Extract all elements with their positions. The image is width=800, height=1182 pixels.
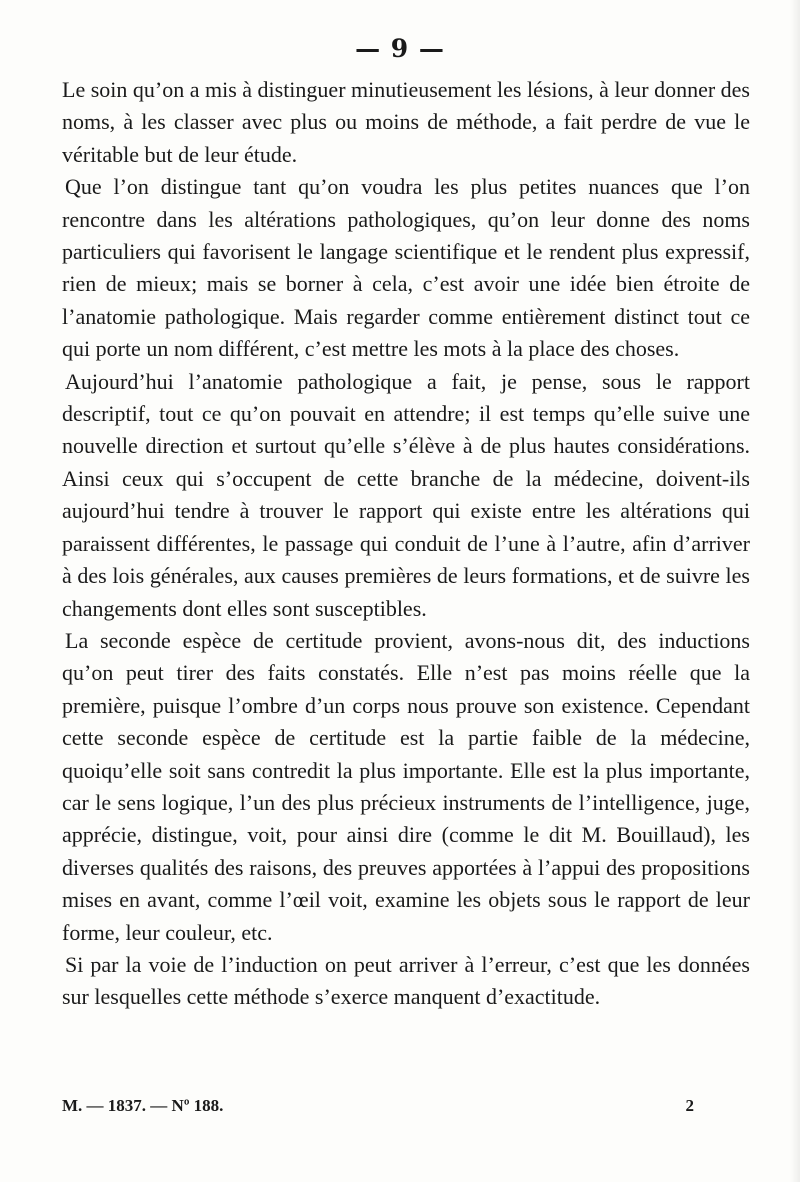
printer-signature: M. — 1837. — Nº 188.: [62, 1096, 224, 1115]
paragraph-5: Si par la voie de l’induction on peut arriver à l’erreur, c’est que les données sur lesquelles cette méthode s’exerce manquent d’exactitude.: [62, 951, 750, 1010]
paragraph-1: Le soin qu’on a mis à distinguer minutieusement les lésions, à leur donner des noms, à les classer avec plus ou moins de méthode, a fait perdre de vue le véritable but de leur étude.: [62, 77, 750, 167]
body-text: [62, 74, 750, 1014]
paragraph-4: La seconde espèce de certitude provient, avons-nous dit, des inductions qu’on peut tirer des faits constatés. Elle n’est pas moins réelle que la première, puisque l’ombre d’un corps nous prouve son existence. Cependant cette seconde espèce de certitude est la partie faible de la médecine, quoiqu’elle soit sans contredit la plus importante. Elle est la plus importante, car le sens logique, l’un des plus précieux instruments de l’intelligence, juge, apprécie, distingue, voit, pour ainsi dire (comme le dit M. Bouillaud), les diverses qualités des raisons, des preuves apportées à l’appui des propositions mises en avant, comme l’œil voit, examine les objets sous le rapport de leur forme, leur couleur, etc.: [62, 627, 750, 945]
paragraph-2: Que l’on distingue tant qu’on voudra les plus petites nuances que l’on rencontre dans les altérations pathologiques, qu’on leur donne des noms particuliers qui favorisent le langage scientifique et le rendent plus expressif, rien de mieux; mais se borner à cela, c’est avoir une idée bien étroite de l’anatomie pathologique. Mais regarder comme entièrement distinct tout ce qui porte un nom différent, c’est mettre les mots à la place des choses.: [62, 174, 750, 362]
page-number: — 9 —: [355, 34, 445, 63]
sheet-number: 2: [685, 1096, 694, 1115]
page-edge-shadow: [790, 0, 800, 1182]
paragraph-3: Aujourd’hui l’anatomie pathologique a fait, je pense, sous le rapport descriptif, tout ce qu’on pouvait en attendre; il est temps qu’elle suive une nouvelle direction et surtout qu’elle s’élève à de plus hautes considérations. Ainsi ceux qui s’occupent de cette branche de la médecine, doivent-ils aujourd’hui tendre à trouver le rapport qui existe entre les altérations qui paraissent différentes, le passage qui conduit de l’une à l’autre, afin d’arriver à des lois générales, aux causes premières de leurs formations, et de suivre les changements dont elles sont susceptibles.: [62, 368, 750, 621]
